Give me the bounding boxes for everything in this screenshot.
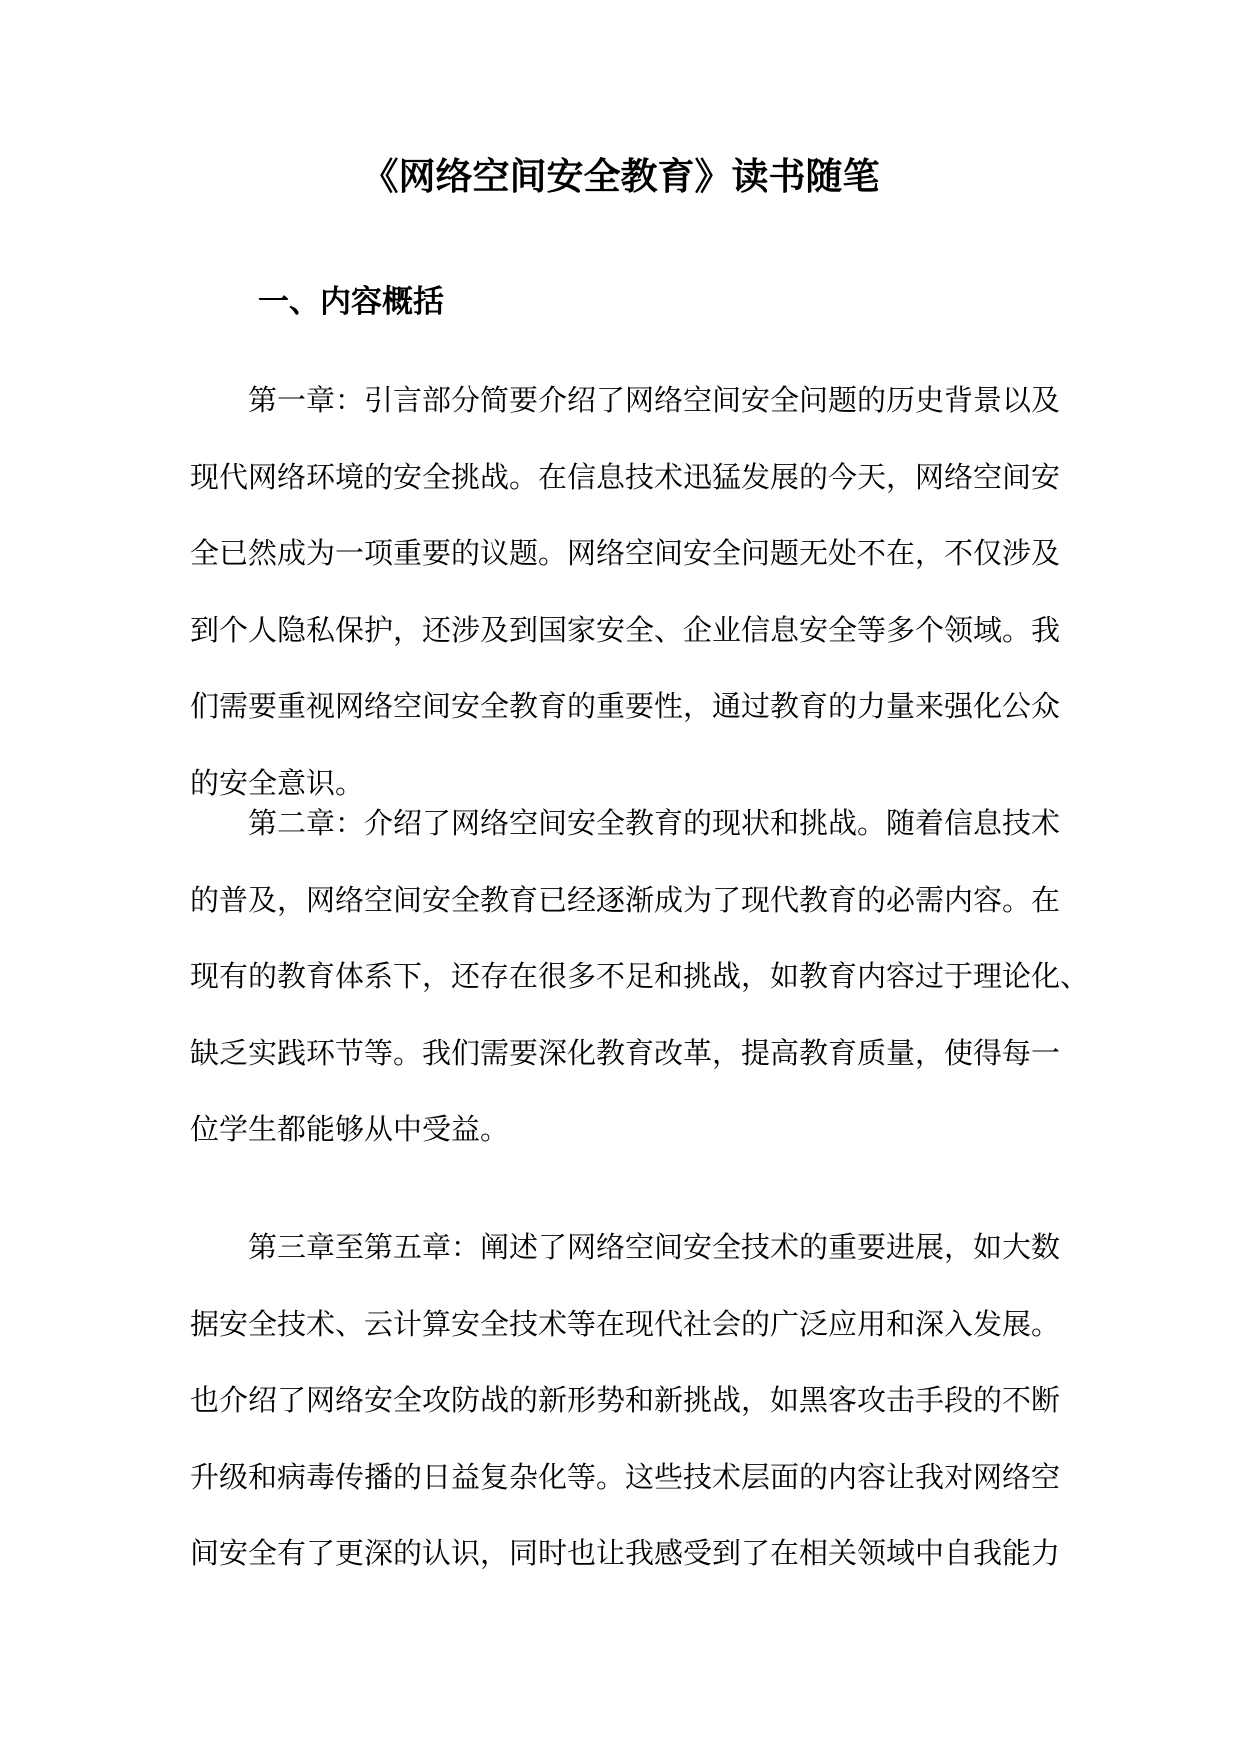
paragraph-line: 第三章至第五章：阐述了网络空间安全技术的重要进展，如大数: [248, 1230, 1061, 1264]
paragraph-chapter-1: [190, 362, 1061, 821]
paragraph-line: 现代网络环境的安全挑战。在信息技术迅猛发展的今天，网络空间安: [190, 459, 1061, 494]
paragraph-line: 第一章：引言部分简要介绍了网络空间安全问题的历史背景以及: [248, 383, 1061, 417]
paragraph-line: 现有的教育体系下，还存在很多不足和挑战，如教育内容过于理论化、: [190, 959, 1090, 993]
paragraph-line: 们需要重视网络空间安全教育的重要性，通过教育的力量来强化公众: [190, 689, 1061, 723]
paragraph-line: 到个人隐私保护，还涉及到国家安全、企业信息安全等多个领域。我: [190, 612, 1061, 647]
paragraph-line: 全已然成为一项重要的议题。网络空间安全问题无处不在，不仅涉及: [190, 536, 1061, 570]
paragraph-line: 缺乏实践环节等。我们需要深化教育改革，提高教育质量，使得每一: [190, 1035, 1061, 1070]
paragraph-chapter-2: [190, 785, 1090, 1168]
paragraph-line: 第二章：介绍了网络空间安全教育的现状和挑战。随着信息技术: [248, 806, 1061, 840]
document-title: 《网络空间安全教育》读书随笔: [361, 154, 880, 198]
paragraph-line: 的安全意识。: [190, 765, 365, 800]
paragraph-line: 的普及，网络空间安全教育已经逐渐成为了现代教育的必需内容。在: [190, 882, 1061, 917]
paragraph-line: 据安全技术、云计算安全技术等在现代社会的广泛应用和深入发展。: [190, 1306, 1061, 1341]
paragraph-line: 也介绍了网络安全攻防战的新形势和新挑战，如黑客攻击手段的不断: [190, 1383, 1061, 1417]
paragraph-chapter-3-5: [190, 1209, 1061, 1592]
section-heading: 一、内容概括: [258, 284, 444, 320]
paragraph-line: 间安全有了更深的认识，同时也让我感受到了在相关领域中自我能力: [190, 1536, 1061, 1570]
paragraph-line: 位学生都能够从中受益。: [190, 1112, 510, 1146]
paragraph-line: 升级和病毒传播的日益复杂化等。这些技术层面的内容让我对网络空: [190, 1459, 1061, 1494]
